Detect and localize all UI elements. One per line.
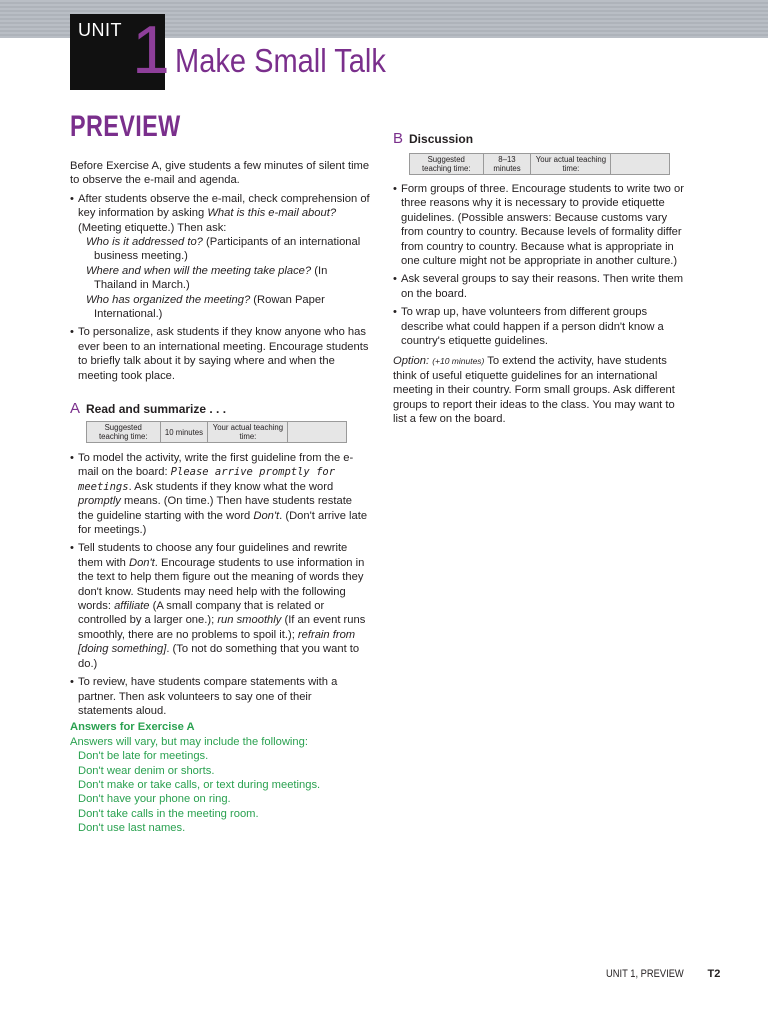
actual-time-label: Your actual teaching time: [208,422,288,443]
section-a-title: Read and summarize . . . [86,402,227,416]
option-text: To extend the activity, have students think of useful etiquette guidelines for an international meeting in their country. Form small groups. Ask different groups to report their ideas to the class. You may want to list a few on the board. [393,355,675,426]
section-b-bullet-1: • Form groups of three. Encourage students to write two or three reasons why it is necessary to provide etiquette guidelines. (Possible answers: Because customs vary from country to country. Because levels of formality differ from country to country. Because what is appropriate in one culture might not be appropriate in another culture.) [393,182,691,268]
actual-time-input[interactable] [611,154,670,175]
preview-intro: Before Exercise A, give students a few minutes of silent time to observe the e-mail and agenda. [70,160,370,187]
actual-time-label: Your actual teaching time: [531,154,611,175]
section-b-title: Discussion [409,132,474,146]
suggested-time-value: 8–13 minutes [483,154,531,175]
preview-body [70,159,370,383]
section-b-timing-table [409,153,670,175]
answers-title: Answers for Exercise A [70,721,195,734]
answer-item: Don't take calls in the meeting room. [78,807,259,820]
actual-time-input[interactable] [288,422,347,443]
preview-heading: PREVIEW [70,110,181,143]
suggested-time-label: Suggested teaching time: [410,154,484,175]
option-label: Option: [393,355,430,368]
option-paragraph [393,354,691,426]
section-a-bullet-3: • To review, have students compare statements with a partner. Then ask volunteers to say one of their statements aloud. [70,675,368,718]
section-b-bullet-2: • Ask several groups to say their reasons. Then write them on the board. [393,272,691,301]
option-time: (+10 minutes) [432,356,485,367]
question-1: Who is it addressed to? (Participants of an international business meeting.) [86,236,361,263]
unit-title: Make Small Talk [175,42,386,79]
answer-item: Don't be late for meetings. [78,750,209,763]
running-head: UNIT 1, PREVIEW [606,968,684,980]
unit-badge [70,12,170,90]
section-b-letter: B [393,130,404,147]
question-3: Who has organized the meeting? (Rowan Paper International.) [86,293,325,321]
page-number: T2 [707,968,721,980]
section-b-body [393,182,691,427]
section-a-body [70,451,368,836]
suggested-time-value: 10 minutes [160,422,208,443]
answer-item: Don't have your phone on ring. [78,793,231,806]
section-a-bullet-1: • To model the activity, write the first guideline from the e-mail on the board: Please arrive promptly for meetings. Ask students if they know what the word promptly means. (On time.) Then have students restate the guideline starting with the word Don't. (Don't arrive late for meetings.) [70,451,368,537]
unit-label: UNIT [78,20,122,40]
section-b-heading [393,130,473,147]
section-a-heading [70,400,226,417]
suggested-time-label: Suggested teaching time: [87,422,161,443]
answers-intro: Answers will vary, but may include the following: [70,735,308,748]
page-footer [606,968,720,980]
question-2: Where and when will the meeting take place? (In Thailand in March.) [86,264,328,292]
answer-item: Don't use last names. [78,822,186,835]
preview-bullet-2: • To personalize, ask students if they know anyone who has ever been to an international meeting. Encourage students to briefly talk about it by saying where and when the meeting took place. [70,325,370,383]
unit-number: 1 [132,12,170,88]
section-a-timing-table [86,421,347,443]
preview-bullet-1: • After students observe the e-mail, check comprehension of key information by asking What is this e-mail about? (Meeting etiquette.) Then ask: [70,192,370,235]
answer-item: Don't wear denim or shorts. [78,764,215,777]
section-a-bullet-2: • Tell students to choose any four guidelines and rewrite them with Don't. Encourage students to use information in the text to help them figure out the meaning of words they don't know. Students may need help with the following words: affiliate (A small company that is related or controlled by a larger one.); run smoothly (If an event runs smoothly, there are no problems to spoil it.); refrain from [doing something]. (To not do something that you want to do.) [70,541,368,671]
section-a-letter: A [70,400,81,417]
answer-item: Don't make or take calls, or text during meetings. [78,778,321,791]
section-b-bullet-3: • To wrap up, have volunteers from different groups describe what could happen if a person didn't know a country's etiquette guidelines. [393,305,691,348]
